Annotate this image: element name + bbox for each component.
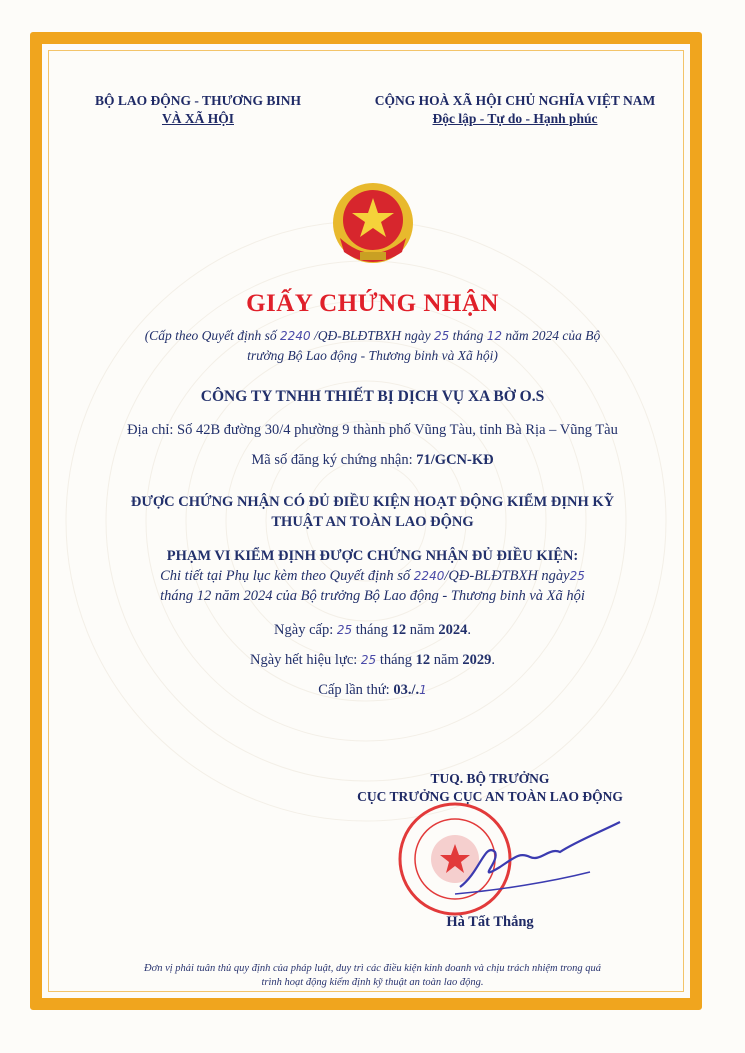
certificate-title: GIẤY CHỨNG NHẬN [246,290,499,317]
signer-name: Hà Tất Thắng [446,914,534,930]
signature-line2: CỤC TRƯỞNG CỤC AN TOÀN LAO ĐỘNG [357,789,623,804]
expiry-date: Ngày hết hiệu lực: 25 tháng 12 năm 2029. [249,652,496,668]
times-value: 03./. [393,682,420,698]
handwritten-scope-day: 25 [569,569,585,583]
expiry-text: năm [430,652,463,668]
footer-note [70,962,675,990]
scope-text: Chi tiết tại Phụ lục kèm theo Quyết định số [160,568,414,584]
ministry-header [78,92,318,128]
country-header [340,92,690,128]
expiry-label: Ngày hết hiệu lực: [249,652,361,668]
handwritten-month: 12 [486,329,503,343]
motto: Độc lập - Tự do - Hạnh phúc [432,111,598,126]
signature-icon [440,812,630,902]
issue-date: Ngày cấp: 25 tháng 12 năm 2024. [274,622,471,638]
certified-statement [60,492,685,532]
subtitle-text: (Cấp theo Quyết định số [144,328,281,343]
certified-line1: ĐƯỢC CHỨNG NHẬN CÓ ĐỦ ĐIỀU KIỆN HOẠT ĐỘNG KIỂM ĐỊNH KỸ [130,494,615,510]
issue-label: Ngày cấp: [274,622,337,638]
certified-line2: THUẬT AN TOÀN LAO ĐỘNG [271,514,474,530]
handwritten-issue-day: 25 [336,623,353,637]
national-emblem-icon [326,178,420,272]
certificate-subtitle [60,326,685,365]
company-name: CÔNG TY TNHH THIẾT BỊ DỊCH VỤ XA BỜ O.S [200,388,545,405]
company-address: Địa chỉ: Số 42B đường 30/4 phường 9 thành phố Vũng Tàu, tỉnh Bà Rịa – Vũng Tàu [127,422,618,438]
handwritten-scope-decision: 2240 [413,569,445,583]
issue-month: 12 [391,622,407,638]
signature-line1: TUQ. BỘ TRƯỞNG [430,771,550,786]
ministry-line2: VÀ XÃ HỘI [161,111,234,126]
footer-note-line2: trình hoạt động kiểm định kỹ thuật an toàn lao động. [261,977,484,988]
subtitle-text: tháng [449,328,487,343]
subtitle-text: /QĐ-BLĐTBXH ngày [310,328,434,343]
handwritten-decision-no: 2240 [280,329,311,343]
handwritten-day: 25 [433,329,450,343]
registration-label: Mã số đăng ký chứng nhận: [251,452,417,468]
expiry-month: 12 [415,652,431,668]
scope-line2: tháng 12 năm 2024 của Bộ trưởng Bộ Lao động - Thương binh và Xã hội [160,588,585,604]
scope-detail [60,566,685,606]
issue-text: năm [406,622,439,638]
handwritten-expiry-day: 25 [360,653,377,667]
times-label: Cấp lần thứ: [318,682,394,698]
issue-text: tháng [352,622,392,638]
handwritten-times: 1 [419,683,427,697]
expiry-text: tháng [376,652,416,668]
scope-text: /QĐ-BLĐTBXH ngày [444,568,570,584]
registration-number [60,450,685,470]
subtitle-line2: trưởng Bộ Lao động - Thương binh và Xã hội) [247,348,498,363]
issuance-count [60,680,685,700]
ministry-line1: BỘ LAO ĐỘNG - THƯƠNG BINH [95,93,301,108]
expiry-year: 2029 [462,652,492,668]
country-line1: CỘNG HOÀ XÃ HỘI CHỦ NGHĨA VIỆT NAM [374,93,656,108]
subtitle-text: năm 2024 của Bộ [502,328,601,343]
registration-value: 71/GCN-KĐ [416,452,494,468]
scope-title: PHẠM VI KIỂM ĐỊNH ĐƯỢC CHỨNG NHẬN ĐỦ ĐIỀU KIỆN: [166,548,579,564]
footer-note-line1: Đơn vị phải tuân thủ quy định của pháp luật, duy trì các điều kiện kinh doanh và chịu trách nhiệm trong quá [144,963,601,974]
issue-year: 2024 [438,622,468,638]
